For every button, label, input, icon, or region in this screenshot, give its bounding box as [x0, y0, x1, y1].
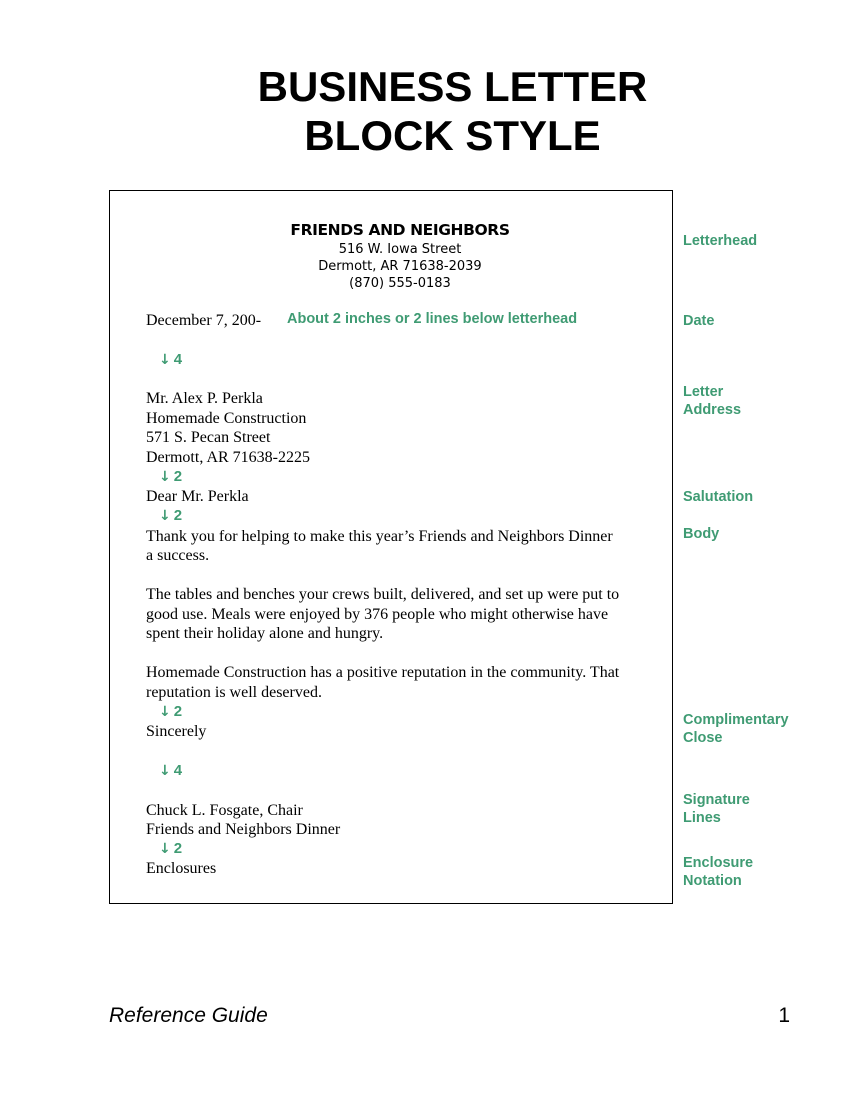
body-line: reputation is well deserved.	[146, 683, 322, 701]
letter-address-line: Mr. Alex P. Perkla	[146, 390, 263, 407]
spacer-after-close	[159, 761, 182, 781]
spacer-count: 2	[173, 507, 183, 524]
spacer-after-signature	[159, 839, 182, 859]
label-salutation: Salutation	[683, 489, 754, 505]
complimentary-close: Sincerely	[146, 723, 207, 740]
label-date: Date	[683, 313, 715, 329]
spacer-after-date	[159, 350, 182, 370]
date-note: About 2 inches or 2 lines below letterhead	[287, 311, 578, 327]
label-body: Body	[683, 526, 720, 542]
body-line: Thank you for helping to make this year’s Friends and Neighbors Dinner	[146, 527, 613, 545]
body-line: a success.	[146, 547, 210, 564]
enclosure-notation: Enclosures	[146, 860, 217, 877]
down-arrow-icon: ↓	[159, 508, 171, 524]
letterhead-name: FRIENDS AND NEIGHBORS	[290, 221, 510, 239]
spacer-count: 2	[173, 703, 183, 720]
label-letter-address: Letter Address	[683, 384, 742, 418]
sample-letter	[109, 190, 673, 904]
spacer-after-salutation	[159, 506, 182, 526]
body-line: Homemade Construction has a positive reputation in the community. That	[146, 664, 620, 681]
down-arrow-icon: ↓	[159, 704, 171, 720]
letterhead-city: Dermott, AR 71638-2039	[318, 259, 482, 274]
letter-address-line: Dermott, AR 71638-2225	[146, 448, 310, 466]
spacer-after-address	[159, 467, 182, 487]
page-title-line-1: BUSINESS LETTER	[257, 63, 648, 110]
spacer-after-body	[159, 702, 182, 722]
down-arrow-icon: ↓	[159, 841, 171, 857]
down-arrow-icon: ↓	[159, 763, 171, 779]
page-number: 1	[778, 1004, 790, 1027]
letterhead-street: 516 W. Iowa Street	[338, 242, 462, 257]
footer-title: Reference Guide	[109, 1004, 268, 1027]
letter-address-line: 571 S. Pecan Street	[146, 429, 271, 446]
body-line: The tables and benches your crews built, delivered, and set up were put to	[146, 586, 620, 603]
letter-date: December 7, 200-	[146, 312, 262, 329]
page-title-line-2: BLOCK STYLE	[304, 112, 601, 159]
down-arrow-icon: ↓	[159, 352, 171, 368]
signature-line: Chuck L. Fosgate, Chair	[146, 801, 303, 819]
letter-salutation: Dear Mr. Perkla	[146, 488, 249, 505]
label-letterhead: Letterhead	[683, 233, 758, 249]
page-title	[0, 62, 850, 160]
letterhead-phone: (870) 555-0183	[349, 276, 451, 291]
body-line: good use. Meals were enjoyed by 376 people who might otherwise have	[146, 605, 609, 623]
body-line: spent their holiday alone and hungry.	[146, 625, 384, 642]
label-signature-lines: Signature Lines	[683, 792, 750, 826]
spacer-count: 4	[173, 351, 183, 368]
spacer-count: 2	[173, 468, 183, 485]
down-arrow-icon: ↓	[159, 469, 171, 485]
signature-line: Friends and Neighbors Dinner	[146, 821, 341, 838]
spacer-count: 2	[173, 840, 183, 857]
spacer-count: 4	[173, 762, 183, 779]
letter-address-line: Homemade Construction	[146, 409, 307, 427]
letterhead	[210, 219, 590, 292]
label-complimentary-close: Complimentary Close	[683, 712, 789, 746]
label-enclosure-notation: Enclosure Notation	[683, 855, 754, 889]
